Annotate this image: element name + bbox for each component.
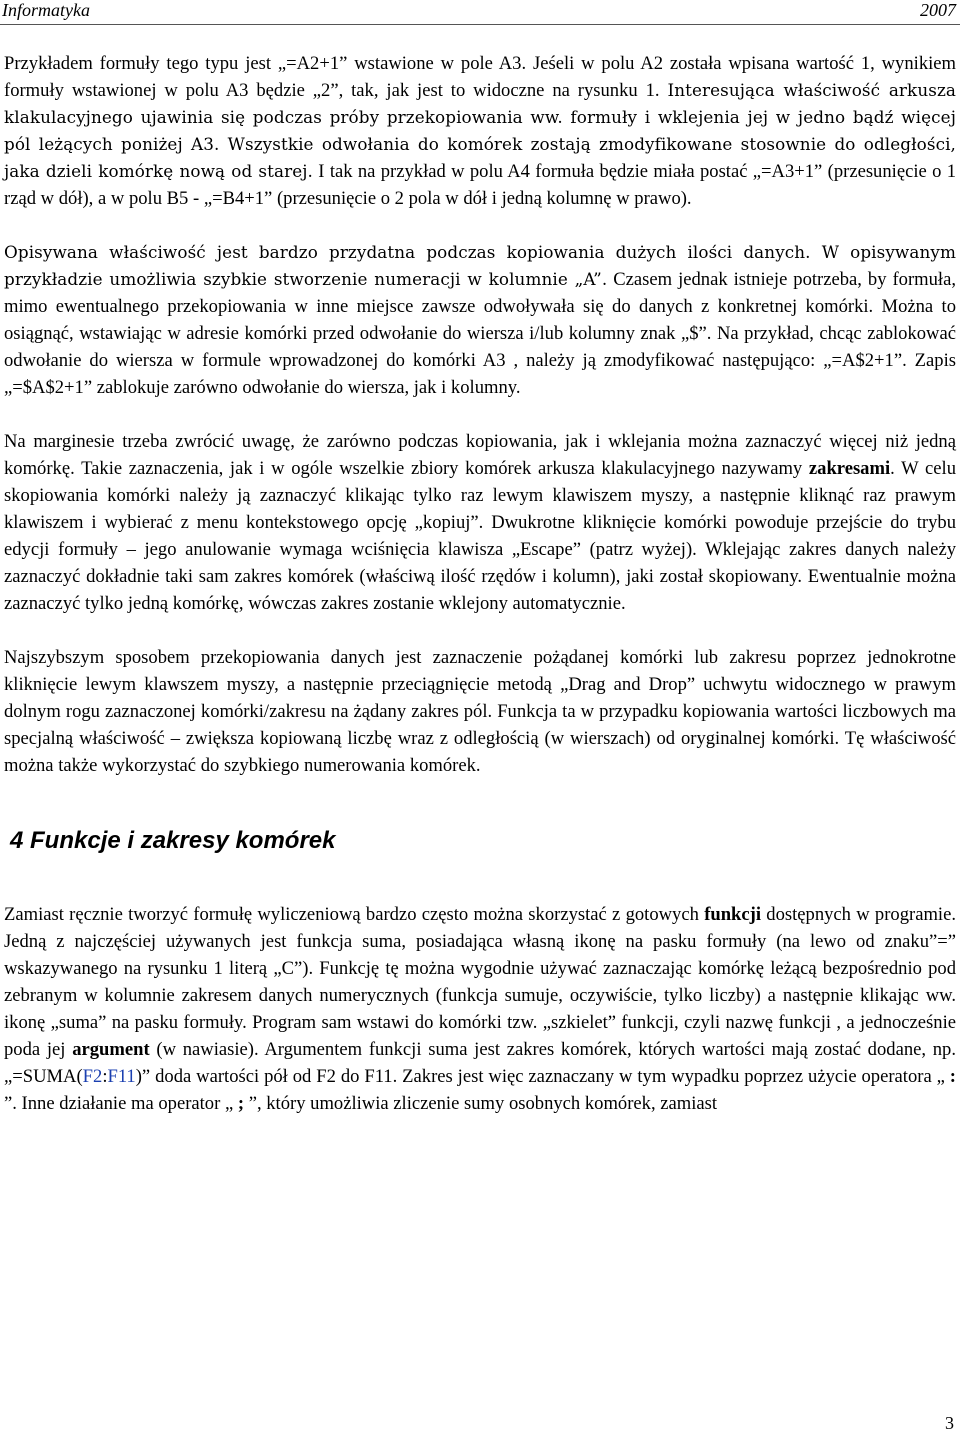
paragraph-drag-drop: Najszybszym sposobem przekopiowania danych jest zaznaczenie pożądanej komórki lub zakresu poprzez jednokrotne kliknięcie lewym klawszem myszy, a następnie przeciągnięcie metodą „Drag and Drop” uchwytu widocznego w prawym dolnym rogu zaznaczonej komórki/zakresu na żądany zakres pól. Funkcja ta w przypadku kopiowania wartości liczbowych ma specjalną właściwość – zwiększa kopiowaną liczbę wraz z odległością (w wierszach) od oryginalnej komórki. Tę właściwość można także wykorzystać do szybkiego numerowania komórek. [4, 647, 956, 776]
bold-term: argument [72, 1039, 150, 1060]
paragraph-text: Czasem jednak istnieje potrzeba, by formuła, mimo ewentualnego przekopiowania w inne miejsce zawsze odwoływała się do danych z konkretnej komórki. Można to osiągnąć, wstawiając w adresie komórki przed odwołanie do wiersza i/lub kolumny znak „$”. Na przykład, chcąc zablokować odwołanie do wiersza w formule wprowadzonej do komórki A3 , należy ją zmodyfikować następująco: „=A$2+1”. Zapis „=$A$2+1” zablokuje zarówno odwołanie do wiersza, jak i kolumny. [4, 269, 956, 398]
range-start: F2 [82, 1066, 103, 1087]
paragraph-text: . W celu skopiowania komórki należy ją zaznaczyć klikając tylko raz lewym klawiszem myszy, a następnie kliknąć raz prawym klawiszem i wybierać z menu kontekstowego opcję „kopiuj”. Dwukrotne kliknięcie komórki powoduje przejście do trybu edycji formuły – jego anulowanie wymaga wciśnięcia klawisza „Escape” (patrz wyżej). Wklejając zakres danych należy zaznaczyć dokładnie taki sam zakres komórek (właściwą ilość rzędów i kolumn), jaki został skopiowany. Ewentualnie można zaznaczyć tylko jedną komórkę, wówczas zakres zostanie wklejony automatycznie. [4, 458, 956, 614]
paragraph-text: dostępnych w programie. Jedną z najczęściej używanych jest funkcja suma, posiadająca własną ikonę na pasku formuły (na lewo od znaku”=” wskazywanego na rysunku 1 literą „C”). Funkcję tę można wygodnie używać zaznaczając komórkę leżącą bezpośrednio pod zebranym w kolumnie zakresem danych numerycznych (funkcja sumuje, oczywiście, tylko liczby) a następnie klikając ww. ikonę „suma” na pasku formuły. Program sam wstawi do komórki tzw. „szkielet” funkcji, czyli nazwę funkcji , a jednocześnie poda jej [4, 904, 956, 1060]
header-year: 2007 [920, 0, 956, 20]
operator-colon: : [949, 1066, 956, 1087]
paragraph-dollar-reference [4, 239, 956, 401]
paragraph-text: Na marginesie trzeba zwrócić uwagę, że zarówno podczas kopiowania, jak i wklejania można zaznaczyć więcej niż jedną komórkę. Takie zaznaczenia, jak i w ogóle wszelkie zbiory komórek arkusza klakulacyjnego nazywamy [4, 431, 956, 479]
paragraph-text: Przykładem formuły tego typu jest „=A2+1” wstawione w pole A3. Jeśeli w polu A2 została wpisana wartość 1, wynikiem formuły wstawionej w polu A3 będzie „2”, tak, jak jest to widoczne na rysunku 1. [4, 53, 956, 101]
operator-semicolon: ; [237, 1093, 245, 1114]
page-header [0, 0, 960, 25]
page-number: 3 [945, 1413, 954, 1433]
paragraph-text: ”. Inne działanie ma operator „ [4, 1093, 238, 1114]
paragraph-text: Zamiast ręcznie tworzyć formułę wyliczeniową bardzo często można skorzystać z gotowych [4, 904, 705, 925]
header-title: Informatyka [2, 0, 90, 20]
paragraph-ranges [4, 428, 956, 617]
paragraph-text: ”, który umożliwia zliczenie sumy osobnych komórek, zamiast [244, 1093, 718, 1114]
range-end: F11 [107, 1066, 136, 1087]
paragraph-text: Opisywana właściwość jest bardzo przydatna podczas kopiowania dużych ilości danych. W opisywanym przykładzie umożliwia szybkie stworzenie numeracji w kolumnie „A”. [4, 242, 956, 289]
paragraph-text: I tak na przykład w polu A4 formuła będzie miała postać „=A3+1” (przesunięcie o 1 rząd w dół), a w polu B5 - „=B4+1” (przesunięcie o 2 pola w dół i jedną kolumnę w prawo). [4, 161, 956, 209]
range-colon: : [102, 1066, 108, 1087]
bold-term: funkcji [704, 904, 762, 925]
paragraph-formula-copy [4, 50, 956, 212]
paragraph-text: (w nawiasie). Argumentem funkcji suma jest zakres komórek, których wartości mają zostać dodane, np. „=SUMA( [4, 1039, 956, 1087]
paragraph-text: Interesująca właściwość arkusza klakulacyjnego ujawinia się podczas próby przekopiowania ww. formuły i wklejenia jej w jedno bądź więcej pól leżących poniżej A3. Wszystkie odwołania do komórek zostają zmodyfikowane stosownie do odległości, jaka dzieli komórkę nową od starej. [4, 80, 956, 181]
paragraph-functions [4, 901, 956, 1117]
section-heading: 4 Funkcje i zakresy komórek [10, 827, 336, 854]
paragraph-text: )” doda wartości pół od F2 do F11. Zakres jest więc zaznaczany w tym wypadku poprzez użycie operatora „ [135, 1066, 950, 1087]
bold-term: zakresami [808, 458, 891, 479]
document-body [4, 50, 956, 1117]
